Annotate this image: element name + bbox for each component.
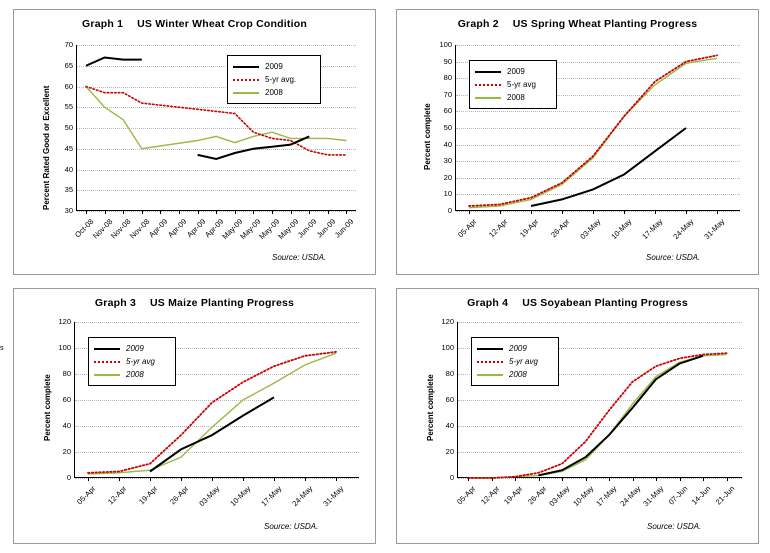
graph-2-ytick: 80 bbox=[443, 73, 452, 83]
graph-3-ytick: 20 bbox=[62, 447, 71, 456]
graph-3-xtick: 24-May bbox=[290, 484, 315, 509]
graph-4-xtick: 24-May bbox=[617, 484, 642, 509]
graph-3-y-axis-title: Percent complete bbox=[43, 374, 52, 441]
graph-3-xtick: 26-Apr bbox=[168, 484, 191, 507]
graph-2-label: Graph 2 bbox=[457, 18, 499, 30]
graph-3-title bbox=[14, 297, 375, 309]
graph-4-heading: US Soyabean Planting Progress bbox=[522, 297, 688, 309]
legend-swatch-2008 bbox=[475, 97, 501, 99]
graph-1-xtick: Apr-09 bbox=[166, 217, 189, 240]
graph-2-source: Source: USDA. bbox=[646, 253, 701, 262]
graph-4-xtick: 17-May bbox=[594, 484, 619, 509]
graph-1-ytick: 40 bbox=[64, 164, 73, 174]
graph-2-xtick: 03-May bbox=[578, 217, 603, 242]
graph-1-xtick: Apr-09 bbox=[203, 217, 226, 240]
legend-label-2008: 2008 bbox=[509, 370, 527, 379]
graph-4-xtick: 26-Apr bbox=[525, 484, 548, 507]
graph-3-xtick: 19-Apr bbox=[137, 484, 160, 507]
legend-swatch-5yr bbox=[233, 79, 259, 81]
legend-swatch-2009 bbox=[94, 348, 120, 350]
graph-2-ytick: 100 bbox=[439, 40, 452, 49]
graph-3-ytick: 120 bbox=[58, 317, 71, 326]
legend-swatch-2008 bbox=[477, 374, 503, 376]
graph-1-ytick: 65 bbox=[64, 60, 73, 70]
graph-4-ytick: 120 bbox=[441, 317, 454, 326]
legend-label-5yr: 5-yr avg bbox=[126, 357, 155, 366]
graph-3-ytick: 100 bbox=[58, 343, 71, 352]
graph-1-ytick: 55 bbox=[64, 102, 73, 112]
graph-2-xtick: 12-Apr bbox=[487, 217, 510, 240]
graph-1-label: Graph 1 bbox=[82, 18, 124, 30]
graph-2-heading: US Spring Wheat Planting Progress bbox=[512, 18, 698, 30]
graph-1-legend bbox=[227, 55, 321, 104]
graph-1-ytick: 30 bbox=[64, 206, 73, 215]
graph-3-ytick: 40 bbox=[62, 421, 71, 430]
graph-4-xtick: 19-Apr bbox=[502, 484, 525, 507]
graph-2-ytick: 60 bbox=[443, 106, 452, 116]
legend-item-5yr bbox=[475, 78, 549, 91]
graph-2-xtick: 10-May bbox=[609, 217, 634, 242]
legend-item-2008 bbox=[94, 368, 168, 381]
graph-3-legend bbox=[88, 337, 176, 386]
graph-2-legend bbox=[469, 60, 557, 109]
legend-swatch-5yr bbox=[94, 361, 120, 363]
side-margin-text: s bbox=[0, 345, 4, 352]
graph-4-xtick: 31-May bbox=[641, 484, 666, 509]
legend-swatch-2009 bbox=[233, 66, 259, 68]
graph-4-ytick: 40 bbox=[445, 421, 454, 430]
graph-3-xtick: 10-May bbox=[228, 484, 253, 509]
legend-item-2008 bbox=[233, 86, 313, 99]
graph-4-xtick: 03-May bbox=[547, 484, 572, 509]
panel-graph-4 bbox=[396, 288, 759, 544]
graph-1-title bbox=[14, 18, 375, 30]
graph-4-xtick: 12-Apr bbox=[478, 484, 501, 507]
panel-graph-3 bbox=[13, 288, 376, 544]
graph-1-xtick: Nov-08 bbox=[109, 217, 133, 241]
legend-item-2008 bbox=[477, 368, 551, 381]
graph-1-ytick: 50 bbox=[64, 123, 73, 132]
graph-2-xtick: 17-May bbox=[640, 217, 665, 242]
legend-label-2009: 2009 bbox=[509, 344, 527, 353]
graph-4-ytick: 20 bbox=[445, 447, 454, 456]
graph-2-xtick: 24-May bbox=[671, 217, 696, 242]
graph-1-ytick: 45 bbox=[64, 143, 73, 153]
graph-1-y-axis-title: Percent Rated Good or Excellent bbox=[42, 85, 51, 210]
graph-1-xtick: Jun-09 bbox=[333, 217, 356, 240]
graph-3-ytick: 80 bbox=[62, 369, 71, 378]
graph-3-heading: US Maize Planting Progress bbox=[150, 297, 295, 309]
legend-label-2008: 2008 bbox=[265, 88, 283, 97]
graph-3-xtick: 31-May bbox=[321, 484, 346, 509]
graph-2-ytick: 50 bbox=[443, 123, 452, 132]
graph-2-ytick: 90 bbox=[443, 56, 452, 66]
graph-1-source: Source: USDA. bbox=[272, 253, 327, 262]
graph-2-ytick: 20 bbox=[443, 172, 452, 182]
graph-1-xtick: Apr-09 bbox=[147, 217, 170, 240]
legend-item-2009 bbox=[477, 342, 551, 355]
graph-4-ytick: 0 bbox=[449, 473, 454, 482]
graph-2-ytick: 0 bbox=[447, 206, 452, 215]
legend-swatch-5yr bbox=[475, 84, 501, 86]
panel-graph-2 bbox=[396, 9, 759, 275]
legend-item-2008 bbox=[475, 91, 549, 104]
graph-1-heading: US Winter Wheat Crop Condition bbox=[137, 18, 307, 30]
graph-1-xtick: Apr-09 bbox=[184, 217, 207, 240]
graph-2-y-axis-title: Percent complete bbox=[423, 103, 432, 170]
graph-1-ytick: 35 bbox=[64, 185, 73, 195]
graph-4-xtick: 14-Jun bbox=[689, 484, 713, 507]
graph-2-ytick: 30 bbox=[443, 156, 452, 166]
graph-2-ytick: 40 bbox=[443, 139, 452, 149]
graph-4-label: Graph 4 bbox=[467, 297, 509, 309]
graph-1-xtick: May-09 bbox=[238, 217, 263, 242]
graph-2-ytick: 70 bbox=[443, 89, 452, 99]
legend-label-2008: 2008 bbox=[126, 370, 144, 379]
graph-1-ytick: 60 bbox=[64, 81, 73, 91]
graph-4-ytick: 100 bbox=[441, 343, 454, 352]
legend-label-5yr: 5-yr avg bbox=[507, 80, 536, 89]
graph-1-xtick: Nov-08 bbox=[127, 217, 152, 241]
graph-3-xtick: 12-Apr bbox=[106, 484, 129, 507]
panel-graph-1 bbox=[13, 9, 376, 275]
graph-4-legend bbox=[471, 337, 559, 386]
legend-swatch-2008 bbox=[233, 92, 259, 94]
graph-2-xtick: 31-May bbox=[702, 217, 727, 242]
graph-4-xtick: 21-Jun bbox=[713, 484, 736, 507]
graph-1-xtick: May-09 bbox=[220, 217, 245, 242]
legend-item-5yr bbox=[233, 73, 313, 86]
legend-label-2009: 2009 bbox=[126, 344, 144, 353]
legend-label-2008: 2008 bbox=[507, 93, 525, 102]
graph-2-xtick: 05-Apr bbox=[456, 217, 479, 240]
graph-1-xtick: Jun-09 bbox=[314, 217, 338, 240]
legend-item-5yr bbox=[94, 355, 168, 368]
legend-label-2009: 2009 bbox=[507, 67, 525, 76]
graph-1-ytick: 70 bbox=[64, 40, 73, 49]
legend-swatch-2009 bbox=[477, 348, 503, 350]
graph-1-xtick: May-09 bbox=[275, 217, 300, 242]
graph-4-y-axis-title: Percent complete bbox=[426, 374, 435, 441]
graph-1-xtick: Nov-08 bbox=[90, 217, 114, 241]
graph-4-ytick: 80 bbox=[445, 369, 454, 378]
legend-item-5yr bbox=[477, 355, 551, 368]
legend-label-2009: 2009 bbox=[265, 62, 283, 71]
legend-item-2009 bbox=[475, 65, 549, 78]
legend-swatch-2009 bbox=[475, 71, 501, 73]
graph-3-xtick: 03-May bbox=[197, 484, 222, 509]
graph-1-xtick: Oct-08 bbox=[73, 217, 96, 240]
graph-2-xtick: 19-Apr bbox=[518, 217, 541, 240]
legend-swatch-5yr bbox=[477, 361, 503, 363]
legend-label-5yr: 5-yr avg bbox=[509, 357, 538, 366]
graph-4-ytick: 60 bbox=[445, 395, 454, 404]
legend-label-5yr: 5-yr avg. bbox=[265, 75, 297, 84]
graph-3-ytick: 60 bbox=[62, 395, 71, 404]
graph-2-title bbox=[397, 18, 758, 30]
graph-3-xtick: 05-Apr bbox=[75, 484, 98, 507]
graph-1-xtick: Jun-09 bbox=[295, 217, 319, 240]
graph-4-xtick: 05-Apr bbox=[455, 484, 478, 507]
legend-item-2009 bbox=[94, 342, 168, 355]
graph-2-ytick: 10 bbox=[443, 189, 452, 199]
graph-2-xtick: 26-Apr bbox=[549, 217, 572, 240]
graph-3-label: Graph 3 bbox=[94, 297, 136, 309]
graph-4-xtick: 07-Jun bbox=[666, 484, 689, 507]
graph-3-source: Source: USDA. bbox=[264, 522, 319, 531]
graph-3-xtick: 17-May bbox=[259, 484, 284, 509]
graph-3-ytick: 0 bbox=[66, 473, 71, 482]
graph-4-source: Source: USDA. bbox=[647, 522, 702, 531]
graph-1-xtick: May-09 bbox=[257, 217, 282, 242]
legend-swatch-2008 bbox=[94, 374, 120, 376]
graph-4-title bbox=[397, 297, 758, 309]
graph-4-xtick: 10-May bbox=[570, 484, 595, 509]
legend-item-2009 bbox=[233, 60, 313, 73]
